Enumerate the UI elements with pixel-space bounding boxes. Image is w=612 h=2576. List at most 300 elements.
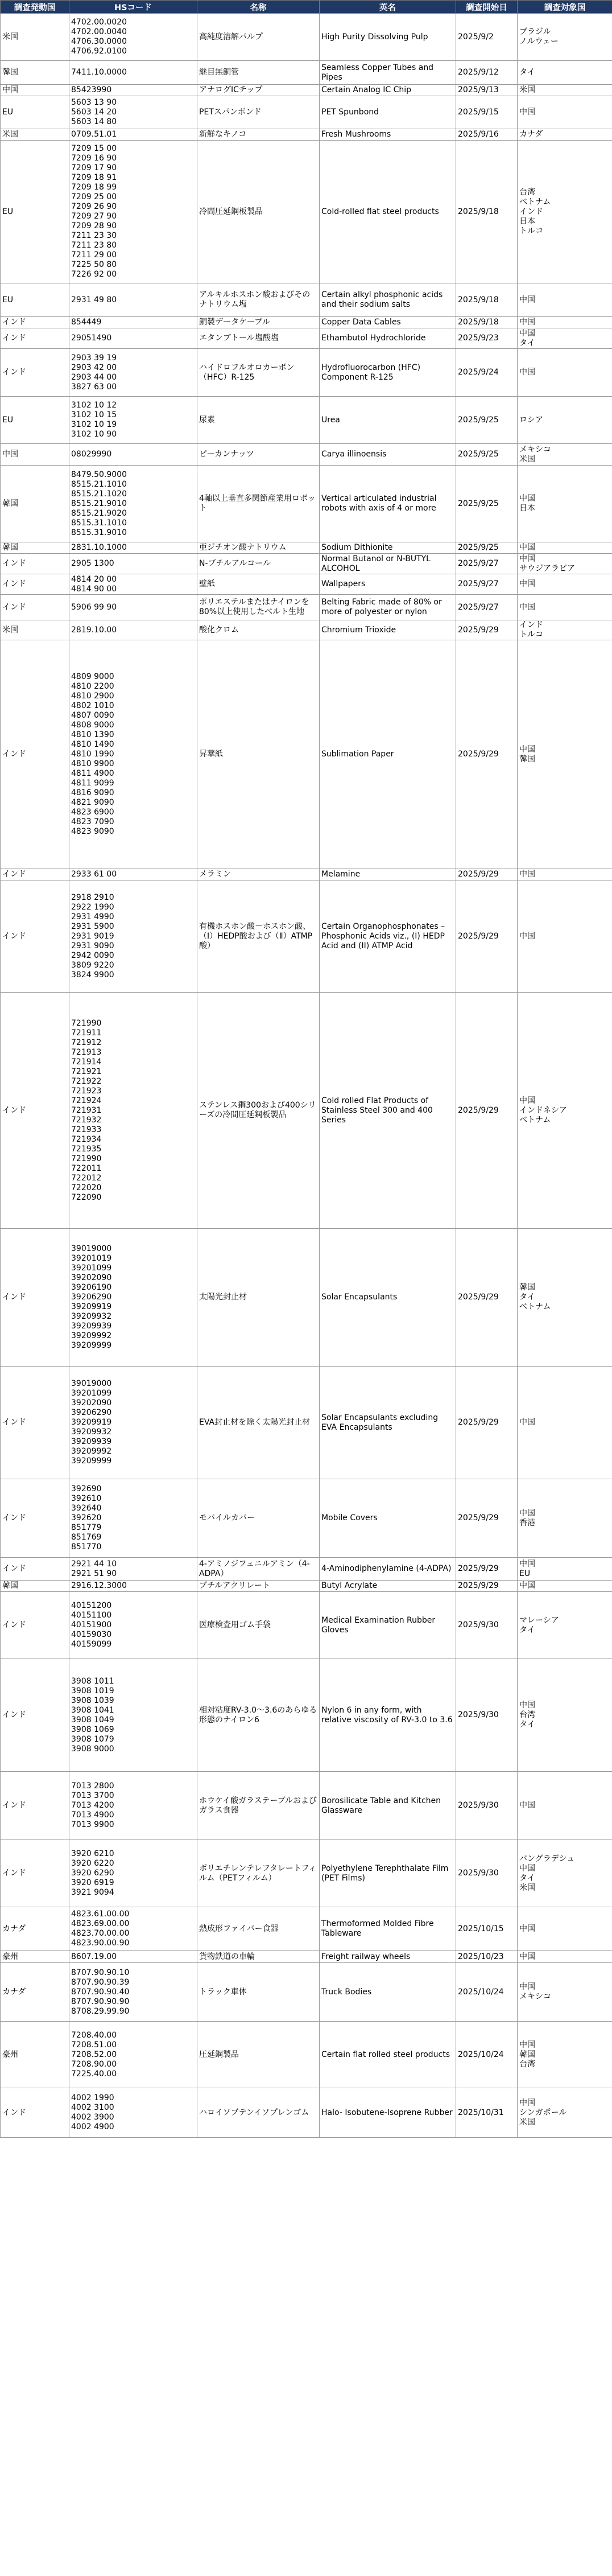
country-cell: インド xyxy=(1,1367,69,1479)
hs-code-cell-line: 4810 9900 xyxy=(71,759,114,768)
hs-code-cell-line: 3102 10 12 xyxy=(71,401,117,410)
country-cell: 中国 xyxy=(1,444,69,466)
hs-code-cell-line: 722012 xyxy=(71,1173,102,1183)
start-date-cell: 2025/9/29 xyxy=(456,869,518,880)
hs-code-cell-line: 39201099 xyxy=(71,1389,112,1398)
target-countries-cell-line: 米国 xyxy=(519,2117,535,2127)
country-cell: 韓国 xyxy=(1,542,69,554)
hs-code-cell-line: 851770 xyxy=(71,1542,102,1552)
hs-code-cell-line: 39019000 xyxy=(71,1379,112,1388)
hs-code-cell-line: 39206290 xyxy=(71,1293,112,1302)
hs-code-cell xyxy=(69,869,197,880)
hs-code-cell-line: 392690 xyxy=(71,1484,102,1493)
table-row xyxy=(1,141,612,283)
hs-code-cell-line: 3921 9094 xyxy=(71,1888,114,1897)
country-cell: カナダ xyxy=(1,1963,69,2022)
target-countries-cell xyxy=(518,141,612,283)
target-countries-cell xyxy=(518,466,612,542)
product-name-cell: ハロイソブテンイソプレンゴム xyxy=(197,2088,320,2138)
hs-code-cell-line: 392640 xyxy=(71,1504,102,1513)
product-name-cell: 貨物鉄道の車輪 xyxy=(197,1951,320,1963)
table-row xyxy=(1,574,612,595)
target-countries-cell-line: 中国 xyxy=(519,1952,535,1961)
hs-code-cell-line: 7226 92 00 xyxy=(71,270,117,279)
target-countries-cell xyxy=(518,542,612,554)
target-countries-cell-line: 中国 xyxy=(519,1096,535,1105)
english-name-cell: Freight railway wheels xyxy=(320,1951,456,1963)
product-name-cell: 4軸以上垂直多関節産業用ロボット xyxy=(197,466,320,542)
table-row xyxy=(1,1229,612,1367)
hs-code-cell-line: 3824 9900 xyxy=(71,970,114,980)
target-countries-cell-line: 中国 xyxy=(519,318,535,327)
start-date-cell: 2025/10/31 xyxy=(456,2088,518,2138)
hs-code-cell-line: 3827 63 00 xyxy=(71,382,117,392)
header-target-countries: 調査対象国 xyxy=(518,1,612,14)
country-cell: EU xyxy=(1,96,69,129)
hs-code-cell-line: 4823.61.00.00 xyxy=(71,1910,130,1919)
hs-code-cell-line: 4002 3100 xyxy=(71,2103,114,2112)
target-countries-cell-line: トルコ xyxy=(519,226,543,236)
hs-code-cell xyxy=(69,620,197,640)
hs-code-cell-line: 39209932 xyxy=(71,1427,112,1437)
header-name: 名称 xyxy=(197,1,320,14)
hs-code-cell-line: 4816 9090 xyxy=(71,788,114,797)
english-name-cell: Solar Encapsulants xyxy=(320,1229,456,1367)
target-countries-cell xyxy=(518,993,612,1229)
english-name-cell: Cold-rolled flat steel products xyxy=(320,141,456,283)
target-countries-cell-line: タイ xyxy=(519,1625,535,1635)
hs-code-cell-line: 39209939 xyxy=(71,1322,112,1331)
hs-code-cell-line: 7208.51.00 xyxy=(71,2040,117,2050)
start-date-cell: 2025/9/18 xyxy=(456,317,518,328)
table-row xyxy=(1,993,612,1229)
product-name-cell: 医療検査用ゴム手袋 xyxy=(197,1592,320,1659)
hs-code-cell-line: 7209 15 00 xyxy=(71,144,117,153)
start-date-cell: 2025/9/15 xyxy=(456,96,518,129)
target-countries-cell-line: 中国 xyxy=(519,543,535,552)
target-countries-cell-line: マレーシア xyxy=(519,1615,559,1625)
target-countries-cell-line: ベトナム xyxy=(519,197,551,207)
english-name-cell: Chromium Trioxide xyxy=(320,620,456,640)
target-countries-cell-line: ベトナム xyxy=(519,1115,551,1125)
header-hs-code: HSコード xyxy=(69,1,197,14)
target-countries-cell-line: 台湾 xyxy=(519,1710,535,1719)
start-date-cell: 2025/9/25 xyxy=(456,542,518,554)
hs-code-cell-line: 722020 xyxy=(71,1183,102,1192)
target-countries-cell-line: タイ xyxy=(519,1293,535,1302)
hs-code-cell-line: 4810 2200 xyxy=(71,682,114,691)
hs-code-cell-line: 3908 1011 xyxy=(71,1676,114,1686)
target-countries-cell xyxy=(518,869,612,880)
english-name-cell: Fresh Mushrooms xyxy=(320,129,456,141)
product-name-cell: 亜ジチオン酸ナトリウム xyxy=(197,542,320,554)
country-cell: 韓国 xyxy=(1,1581,69,1592)
hs-code-cell xyxy=(69,1479,197,1558)
hs-code-cell-line: 39209992 xyxy=(71,1331,112,1340)
country-cell: インド xyxy=(1,993,69,1229)
hs-code-cell-line: 8707.90.90.10 xyxy=(71,1968,130,1977)
target-countries-cell xyxy=(518,1592,612,1659)
start-date-cell: 2025/9/29 xyxy=(456,993,518,1229)
target-countries-cell-line: 中国 xyxy=(519,2040,535,2050)
hs-code-cell-line: 2931 5900 xyxy=(71,921,114,931)
hs-code-cell-line: 3908 1019 xyxy=(71,1686,114,1696)
start-date-cell: 2025/9/16 xyxy=(456,129,518,141)
target-countries-cell-line: 中国 xyxy=(519,1581,535,1590)
hs-code-cell-line: 7209 26 90 xyxy=(71,202,117,211)
start-date-cell: 2025/9/29 xyxy=(456,1229,518,1367)
hs-code-cell-line: 8515.21.1010 xyxy=(71,479,127,489)
hs-code-cell-line: 7211 23 80 xyxy=(71,241,117,250)
hs-code-cell-line: 8515.21.9020 xyxy=(71,508,127,518)
table-body xyxy=(1,14,612,2138)
english-name-cell: Borosilicate Table and Kitchen Glassware xyxy=(320,1772,456,1840)
product-name-cell: EVA封止材を除く太陽光封止材 xyxy=(197,1367,320,1479)
hs-code-cell-line: 4702.00.0020 xyxy=(71,18,127,27)
target-countries-cell-line: 中国 xyxy=(519,368,535,377)
hs-code-cell-line: 7225.40.00 xyxy=(71,2069,117,2079)
target-countries-cell-line: 中国 xyxy=(519,744,535,754)
hs-code-cell-line: 721932 xyxy=(71,1115,102,1125)
target-countries-cell xyxy=(518,1963,612,2022)
hs-code-cell-line: 8515.21.1020 xyxy=(71,489,127,499)
table-row xyxy=(1,1963,612,2022)
hs-code-cell-line: 3908 1049 xyxy=(71,1715,114,1725)
country-cell: インド xyxy=(1,640,69,869)
hs-code-cell-line: 2933 61 00 xyxy=(71,870,117,879)
english-name-cell: Urea xyxy=(320,397,456,444)
hs-code-cell xyxy=(69,554,197,574)
hs-code-cell-line: 40151100 xyxy=(71,1611,112,1620)
header-english-name: 英名 xyxy=(320,1,456,14)
hs-code-cell-line: 2903 39 19 xyxy=(71,353,117,363)
hs-code-cell-line: 4702.00.0040 xyxy=(71,27,127,36)
country-cell: 米国 xyxy=(1,620,69,640)
hs-code-cell-line: 39209919 xyxy=(71,1302,112,1311)
hs-code-cell xyxy=(69,2088,197,2138)
hs-code-cell xyxy=(69,1592,197,1659)
hs-code-cell xyxy=(69,1558,197,1581)
hs-code-cell-line: 8515.21.9010 xyxy=(71,499,127,508)
hs-code-cell-line: 8708.29.99.90 xyxy=(71,2006,130,2016)
start-date-cell: 2025/9/29 xyxy=(456,1558,518,1581)
hs-code-cell-line: 721934 xyxy=(71,1134,102,1144)
product-name-cell: 継目無銅管 xyxy=(197,61,320,85)
english-name-cell: Thermoformed Molded Fibre Tableware xyxy=(320,1907,456,1951)
product-name-cell: 新鮮なキノコ xyxy=(197,129,320,141)
target-countries-cell xyxy=(518,574,612,595)
product-name-cell: 銅製データケーブル xyxy=(197,317,320,328)
hs-code-cell xyxy=(69,1367,197,1479)
product-name-cell: 相対粘度RV-3.0～3.6のあらゆる形態のナイロン6 xyxy=(197,1659,320,1772)
hs-code-cell-line: 7209 28 90 xyxy=(71,221,117,231)
hs-code-cell-line: 4823 7090 xyxy=(71,817,114,826)
target-countries-cell xyxy=(518,61,612,85)
hs-code-cell-line: 7209 16 90 xyxy=(71,154,117,163)
target-countries-cell xyxy=(518,444,612,466)
hs-code-cell-line: 39019000 xyxy=(71,1244,112,1253)
hs-code-cell-line: 4823.70.00.00 xyxy=(71,1929,130,1938)
hs-code-cell-line: 4814 20 00 xyxy=(71,574,117,584)
hs-code-cell-line: 721913 xyxy=(71,1047,102,1057)
hs-code-cell-line: 39209999 xyxy=(71,1341,112,1350)
hs-code-cell xyxy=(69,1581,197,1592)
target-countries-cell-line: 米国 xyxy=(519,85,535,94)
start-date-cell: 2025/10/24 xyxy=(456,1963,518,2022)
hs-code-cell-line: 4810 1990 xyxy=(71,750,114,759)
country-cell: インド xyxy=(1,1592,69,1659)
hs-code-cell-line: 2931 49 80 xyxy=(71,295,117,304)
table-row xyxy=(1,349,612,397)
country-cell: インド xyxy=(1,595,69,620)
hs-code-cell-line: 4808 9000 xyxy=(71,721,114,730)
country-cell: 韓国 xyxy=(1,61,69,85)
start-date-cell: 2025/9/29 xyxy=(456,620,518,640)
hs-code-cell-line: 5603 13 90 xyxy=(71,98,117,107)
hs-code-cell-line: 7208.90.00 xyxy=(71,2059,117,2069)
hs-code-cell-line: 08029990 xyxy=(71,450,112,459)
start-date-cell: 2025/9/25 xyxy=(456,466,518,542)
hs-code-cell-line: 2905 1300 xyxy=(71,559,114,568)
hs-code-cell-line: 4807 0090 xyxy=(71,711,114,720)
hs-code-cell-line: 7208.52.00 xyxy=(71,2050,117,2059)
target-countries-cell-line: タイ xyxy=(519,1720,535,1729)
hs-code-cell-line: 3920 6220 xyxy=(71,1859,114,1868)
table-row xyxy=(1,14,612,61)
target-countries-cell-line: バングラデシュ xyxy=(519,1854,575,1863)
country-cell: インド xyxy=(1,574,69,595)
product-name-cell: 尿素 xyxy=(197,397,320,444)
hs-code-cell-line: 721935 xyxy=(71,1144,102,1154)
hs-code-cell xyxy=(69,1840,197,1907)
table-row xyxy=(1,397,612,444)
table-row xyxy=(1,1367,612,1479)
start-date-cell: 2025/9/12 xyxy=(456,61,518,85)
hs-code-cell-line: 4810 1490 xyxy=(71,740,114,749)
hs-code-cell xyxy=(69,349,197,397)
english-name-cell: 4-Aminodiphenylamine (4-ADPA) xyxy=(320,1558,456,1581)
target-countries-cell-line: インド xyxy=(519,207,543,216)
hs-code-cell-line: 4706.30.0000 xyxy=(71,37,127,46)
table-row xyxy=(1,1558,612,1581)
hs-code-cell-line: 3809 9220 xyxy=(71,960,114,970)
start-date-cell: 2025/9/24 xyxy=(456,349,518,397)
target-countries-cell-line: 中国 xyxy=(519,1924,535,1933)
english-name-cell: Certain flat rolled steel products xyxy=(320,2022,456,2088)
english-name-cell: Vertical articulated industrial robots with axis of 4 or more xyxy=(320,466,456,542)
target-countries-cell-line: 中国 xyxy=(519,494,535,503)
header-country: 調査発動国 xyxy=(1,1,69,14)
hs-code-cell-line: 39209919 xyxy=(71,1418,112,1427)
hs-code-cell-line: 4811 4900 xyxy=(71,769,114,778)
hs-code-cell-line: 39201019 xyxy=(71,1254,112,1263)
hs-code-cell-line: 2918 2910 xyxy=(71,892,114,902)
start-date-cell: 2025/10/24 xyxy=(456,2022,518,2088)
hs-code-cell xyxy=(69,1229,197,1367)
product-name-cell: 熱成形ファイバー食器 xyxy=(197,1907,320,1951)
hs-code-cell-line: 4002 4900 xyxy=(71,2122,114,2131)
target-countries-cell-line: 中国 xyxy=(519,1559,535,1569)
product-name-cell: PETスパンボンド xyxy=(197,96,320,129)
product-name-cell: ポリエチレンテレフタレートフィルム（PETフィルム） xyxy=(197,1840,320,1907)
start-date-cell: 2025/10/23 xyxy=(456,1951,518,1963)
target-countries-cell-line: 米国 xyxy=(519,1883,535,1892)
table-row xyxy=(1,317,612,328)
hs-code-cell-line: 39206190 xyxy=(71,1283,112,1292)
hs-code-cell-line: 3908 9000 xyxy=(71,1744,114,1754)
hs-code-cell-line: 4821 9090 xyxy=(71,798,114,807)
hs-code-cell-line: 4823 6900 xyxy=(71,808,114,817)
product-name-cell: ホウケイ酸ガラステーブルおよびガラス食器 xyxy=(197,1772,320,1840)
hs-code-cell-line: 7411.10.0000 xyxy=(71,68,127,77)
hs-code-cell xyxy=(69,2022,197,2088)
target-countries-cell-line: カナダ xyxy=(519,130,543,139)
hs-code-cell-line: 2903 44 00 xyxy=(71,372,117,382)
hs-code-cell-line: 3920 6290 xyxy=(71,1869,114,1878)
hs-code-cell-line: 7209 18 99 xyxy=(71,183,117,192)
english-name-cell: Solar Encapsulants excluding EVA Encapsulants xyxy=(320,1367,456,1479)
start-date-cell: 2025/9/30 xyxy=(456,1840,518,1907)
target-countries-cell xyxy=(518,1840,612,1907)
hs-code-cell-line: 39209999 xyxy=(71,1456,112,1466)
hs-code-cell-line: 2921 51 90 xyxy=(71,1569,117,1578)
table-row xyxy=(1,620,612,640)
hs-code-cell-line: 721990 xyxy=(71,1018,102,1028)
product-name-cell: 酸化クロム xyxy=(197,620,320,640)
hs-code-cell xyxy=(69,61,197,85)
target-countries-cell-line: 中国 xyxy=(519,1508,535,1518)
hs-code-cell xyxy=(69,880,197,993)
start-date-cell: 2025/9/2 xyxy=(456,14,518,61)
hs-code-cell-line: 4810 2900 xyxy=(71,692,114,701)
table-row xyxy=(1,640,612,869)
hs-code-cell-line: 7208.40.00 xyxy=(71,2030,117,2040)
product-name-cell: 壁紙 xyxy=(197,574,320,595)
start-date-cell: 2025/9/27 xyxy=(456,554,518,574)
target-countries-cell-line: タイ xyxy=(519,1873,535,1883)
country-cell: インド xyxy=(1,328,69,349)
product-name-cell: N-ブチルアルコール xyxy=(197,554,320,574)
english-name-cell: Certain Analog IC Chip xyxy=(320,85,456,96)
hs-code-cell-line: 721933 xyxy=(71,1125,102,1134)
target-countries-cell-line: インド xyxy=(519,620,543,629)
hs-code-cell-line: 4810 1390 xyxy=(71,730,114,739)
target-countries-cell-line: 中国 xyxy=(519,1801,535,1810)
english-name-cell: Seamless Copper Tubes and Pipes xyxy=(320,61,456,85)
hs-code-cell-line: 2819.10.00 xyxy=(71,625,117,635)
product-name-cell: トラック車体 xyxy=(197,1963,320,2022)
english-name-cell: Certain alkyl phosphonic acids and their sodium salts xyxy=(320,283,456,317)
hs-code-cell-line: 39206290 xyxy=(71,1408,112,1417)
hs-code-cell-line: 39209992 xyxy=(71,1447,112,1456)
hs-code-cell-line: 8707.90.90.40 xyxy=(71,1987,130,1997)
country-cell: インド xyxy=(1,2088,69,2138)
target-countries-cell xyxy=(518,640,612,869)
target-countries-cell xyxy=(518,1659,612,1772)
hs-code-cell-line: 40151900 xyxy=(71,1620,112,1629)
product-name-cell: 高純度溶解パルプ xyxy=(197,14,320,61)
target-countries-cell xyxy=(518,96,612,129)
target-countries-cell-line: 韓国 xyxy=(519,2050,535,2059)
hs-code-cell-line: 3908 1041 xyxy=(71,1705,114,1715)
country-cell: インド xyxy=(1,317,69,328)
hs-code-cell-line: 854449 xyxy=(71,318,102,327)
hs-code-cell-line: 721931 xyxy=(71,1105,102,1115)
table-row xyxy=(1,1659,612,1772)
target-countries-cell-line: タイ xyxy=(519,68,535,77)
table-row xyxy=(1,328,612,349)
product-name-cell: エタンブトール塩酸塩 xyxy=(197,328,320,349)
target-countries-cell xyxy=(518,129,612,141)
hs-code-cell-line: 8707.90.90.39 xyxy=(71,1977,130,1987)
hs-code-cell-line: 3102 10 19 xyxy=(71,420,117,429)
start-date-cell: 2025/9/23 xyxy=(456,328,518,349)
country-cell: インド xyxy=(1,349,69,397)
hs-code-cell-line: 8515.31.1010 xyxy=(71,518,127,528)
hs-code-cell-line: 4823.69.00.00 xyxy=(71,1919,130,1928)
hs-code-cell-line: 4002 3900 xyxy=(71,2113,114,2122)
target-countries-cell-line: ベトナム xyxy=(519,1302,551,1311)
start-date-cell: 2025/9/30 xyxy=(456,1659,518,1772)
english-name-cell: Truck Bodies xyxy=(320,1963,456,2022)
start-date-cell: 2025/9/13 xyxy=(456,85,518,96)
hs-code-cell-line: 7013 3700 xyxy=(71,1791,114,1800)
hs-code-cell-line: 2931 9019 xyxy=(71,931,114,941)
hs-code-cell-line: 40159030 xyxy=(71,1630,112,1639)
target-countries-cell-line: 台湾 xyxy=(519,2059,535,2069)
hs-code-cell-line: 4823 9090 xyxy=(71,827,114,836)
product-name-cell: 冷間圧延鋼板製品 xyxy=(197,141,320,283)
english-name-cell: Belting Fabric made of 80% or more of polyester or nylon xyxy=(320,595,456,620)
hs-code-cell-line: 5603 14 80 xyxy=(71,117,117,126)
table-row xyxy=(1,595,612,620)
target-countries-cell-line: メキシコ xyxy=(519,1992,551,2001)
country-cell: 中国 xyxy=(1,85,69,96)
hs-code-cell xyxy=(69,317,197,328)
product-name-cell: メラミン xyxy=(197,869,320,880)
target-countries-cell-line: 中国 xyxy=(519,579,535,589)
hs-code-cell-line: 7209 18 91 xyxy=(71,173,117,182)
product-name-cell: 有機ホスホン酸－ホスホン酸、（Ⅰ）HEDP酸および（Ⅱ）ATMP酸） xyxy=(197,880,320,993)
hs-code-cell-line: 7209 27 90 xyxy=(71,212,117,221)
table-row xyxy=(1,466,612,542)
hs-code-cell-line: 4811 9099 xyxy=(71,779,114,788)
country-cell: インド xyxy=(1,1558,69,1581)
hs-code-cell-line: 8479.50.9000 xyxy=(71,470,127,479)
target-countries-cell-line: ロシア xyxy=(519,415,543,425)
hs-code-cell-line: 2931 4990 xyxy=(71,912,114,921)
hs-code-cell-line: 721914 xyxy=(71,1057,102,1067)
target-countries-cell xyxy=(518,328,612,349)
start-date-cell: 2025/9/27 xyxy=(456,574,518,595)
english-name-cell: Sodium Dithionite xyxy=(320,542,456,554)
start-date-cell: 2025/9/29 xyxy=(456,1367,518,1479)
english-name-cell: Ethambutol Hydrochloride xyxy=(320,328,456,349)
target-countries-cell-line: 米国 xyxy=(519,454,535,464)
english-name-cell: High Purity Dissolving Pulp xyxy=(320,14,456,61)
target-countries-cell-line: EU xyxy=(519,1569,531,1578)
english-name-cell: Wallpapers xyxy=(320,574,456,595)
target-countries-cell-line: 日本 xyxy=(519,216,535,226)
hs-code-cell-line: 721911 xyxy=(71,1028,102,1038)
target-countries-cell-line: 日本 xyxy=(519,504,535,513)
target-countries-cell xyxy=(518,620,612,640)
country-cell: EU xyxy=(1,397,69,444)
target-countries-cell xyxy=(518,1581,612,1592)
target-countries-cell xyxy=(518,880,612,993)
hs-code-cell-line: 2922 1990 xyxy=(71,902,114,912)
target-countries-cell-line: メキシコ xyxy=(519,445,551,454)
